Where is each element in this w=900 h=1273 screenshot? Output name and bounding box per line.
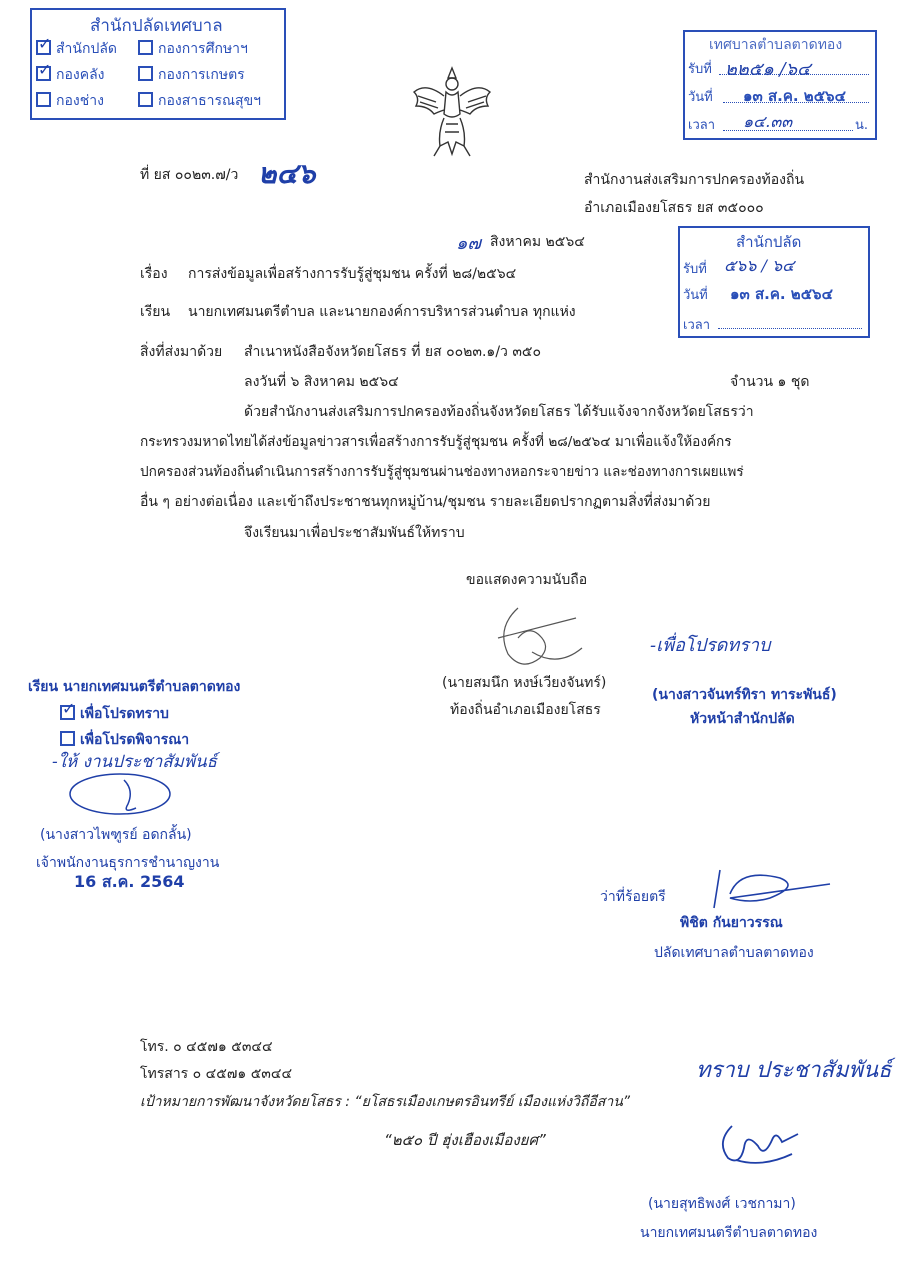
checkbox-icon: [60, 705, 75, 720]
stamp-org: สำนักปลัด: [736, 233, 802, 251]
signature-icon: [64, 770, 174, 820]
stamp-org: เทศบาลตำบลตาดทอง: [709, 37, 843, 53]
stamp-received-no: ๕๖๖ / ๖๔: [724, 256, 795, 275]
body-line: ด้วยสำนักงานส่งเสริมการปกครองท้องถิ่นจังหวัดยโสธร ได้รับแจ้งจากจังหวัดยโสธรว่า: [244, 404, 754, 420]
dotted-line: [723, 130, 853, 131]
garuda-emblem-icon: [410, 62, 494, 162]
checkbox-icon: [36, 40, 51, 55]
stamp-date: ๑๓ ส.ค. ๒๕๖๔: [730, 285, 833, 303]
body-line: ปกครองส่วนท้องถิ่นดำเนินการสร้างการรับรู้สู่ชุมชนผ่านช่องทางหอกระจายข่าว และช่องทางการเผยแพร่: [140, 464, 744, 480]
clerk-name: (นางสาวไพฑูรย์ อดกลั้น): [40, 827, 192, 843]
annotation-option: เพื่อโปรดพิจารณา: [60, 729, 189, 751]
annotation-to: เรียน นายกเทศมนตรีตำบลตาดทอง: [28, 679, 241, 695]
contact-fax: โทรสาร ๐ ๔๕๗๑ ๕๓๔๔: [140, 1066, 293, 1082]
subject-text: การส่งข้อมูลเพื่อสร้างการรับรู้สู่ชุมชน ครั้งที่ ๒๘/๒๕๖๔: [188, 266, 517, 282]
signature-icon: [690, 864, 840, 914]
sender-address: อำเภอเมืองยโสธร ยส ๓๕๐๐๐: [584, 200, 764, 216]
signer-name: (นายสมนึก หงษ์เวียงจันทร์): [442, 675, 607, 691]
dotted-line: [719, 74, 869, 75]
routing-option: กองสาธารณสุขฯ: [138, 90, 261, 112]
stamp-time-label: เวลา: [688, 118, 716, 133]
contact-tel: โทร. ๐ ๔๕๗๑ ๕๓๔๔: [140, 1039, 273, 1055]
deputy-prefix: ว่าที่ร้อยตรี: [600, 889, 666, 905]
stamp-date-label: วันที่: [683, 288, 708, 303]
routing-option: กองช่าง: [36, 90, 104, 112]
head-title: หัวหน้าสำนักปลัด: [690, 711, 795, 727]
body-line: กระทรวงมหาดไทยได้ส่งข้อมูลข่าวสารเพื่อสร้างการรับรู้สู่ชุมชน ครั้งที่ ๒๘/๒๕๖๔ มาเพื่อแจ้งให้องค์กร: [140, 434, 732, 450]
routing-option: ✓สำนักปลัด: [36, 38, 117, 60]
dotted-line: [723, 102, 869, 103]
stamp-date: ๑๓ ส.ค. ๒๕๖๔: [743, 87, 846, 105]
reference-number: ที่ ยส ๐๐๒๓.๗/ว: [140, 167, 239, 183]
head-name: (นางสาวจันทร์ทิรา ทาระพันธ์): [652, 687, 837, 703]
checkbox-icon: [138, 92, 153, 107]
signature-icon: [712, 1118, 802, 1168]
checkbox-icon: [138, 40, 153, 55]
stamp-time-unit: น.: [855, 118, 869, 133]
subject-label: เรื่อง: [140, 266, 168, 282]
clerk-title: เจ้าพนักงานธุรการชำนาญงาน: [36, 855, 220, 871]
closing-request: จึงเรียนมาเพื่อประชาสัมพันธ์ให้ทราบ: [244, 525, 465, 541]
enclosure-line1: สำเนาหนังสือจังหวัดยโสธร ที่ ยส ๐๐๒๓.๑/ว ๓๕๐: [244, 344, 542, 360]
stamp-received-no: ๒๒๕๑ /๖๔: [725, 59, 811, 80]
checkbox-icon: [36, 66, 51, 81]
receive-stamp-secondary: [678, 226, 870, 338]
stamp-time: ๑๔.๓๓: [743, 112, 793, 131]
annotation-option: ✓เพื่อโปรดทราบ: [60, 703, 169, 725]
to-text: นายกเทศมนตรีตำบล และนายกองค์การบริหารส่วนตำบล ทุกแห่ง: [188, 304, 576, 320]
mayor-title: นายกเทศมนตรีตำบลตาดทอง: [640, 1225, 818, 1241]
mayor-name: (นายสุทธิพงศ์ เวชกามา): [648, 1196, 796, 1212]
sender-office: สำนักงานส่งเสริมการปกครองท้องถิ่น: [584, 172, 805, 188]
date-handwritten: ๑๗: [456, 233, 481, 254]
enclosure-line2: ลงวันที่ ๖ สิงหาคม ๒๕๖๔: [244, 374, 399, 390]
closing-salutation: ขอแสดงความนับถือ: [466, 572, 588, 588]
stamp-received-label: รับที่: [688, 62, 712, 77]
deputy-title: ปลัดเทศบาลตำบลตาดทอง: [654, 945, 814, 961]
letter-date: สิงหาคม ๒๕๖๔: [490, 234, 585, 250]
routing-stamp: [30, 8, 286, 120]
routing-option: ✓กองคลัง: [36, 64, 105, 86]
checkbox-icon: [36, 92, 51, 107]
stamp-date-label: วันที่: [688, 90, 713, 105]
mayor-handwritten: ทราบ ประชาสัมพันธ์: [696, 1058, 892, 1083]
clerk-date: 16 ส.ค. 2564: [74, 872, 185, 891]
slogan: “๒๕๐ ปี ฮุ่งเฮืองเมืองยศ”: [384, 1131, 546, 1149]
body-line: อื่น ๆ อย่างต่อเนื่อง และเข้าถึงประชาชนทุกหมู่บ้าน/ชุมชน รายละเอียดปรากฏตามสิ่งที่ส่งมาด้วย: [140, 494, 711, 510]
enclosure-label: สิ่งที่ส่งมาด้วย: [140, 344, 223, 360]
to-label: เรียน: [140, 304, 171, 320]
routing-option: กองการเกษตร: [138, 64, 245, 86]
enclosure-quantity: จำนวน ๑ ชุด: [730, 374, 810, 390]
goal-line: เป้าหมายการพัฒนาจังหวัดยโสธร : “ยโสธรเมืองเกษตรอินทรีย์ เมืองแห่งวิถีอีสาน”: [140, 1094, 631, 1110]
dotted-line: [718, 328, 862, 329]
signature-icon: [488, 598, 588, 678]
routing-option: กองการศึกษาฯ: [138, 38, 248, 60]
stamp-time-label: เวลา: [683, 318, 711, 333]
stamp-received-label: รับที่: [683, 262, 707, 277]
checkbox-icon: [138, 66, 153, 81]
deputy-name: พิชิต กันยาวรรณ: [680, 915, 783, 931]
handwritten-note: -ให้ งานประชาสัมพันธ์: [52, 752, 218, 772]
checkbox-icon: [60, 731, 75, 746]
receive-stamp: [683, 30, 877, 140]
routing-title: สำนักปลัดเทศบาล: [90, 16, 223, 36]
handwritten-note: -เพื่อโปรดทราบ: [650, 635, 771, 656]
reference-handwritten: ๒๔๖: [258, 157, 316, 190]
signer-title: ท้องถิ่นอำเภอเมืองยโสธร: [450, 702, 601, 718]
